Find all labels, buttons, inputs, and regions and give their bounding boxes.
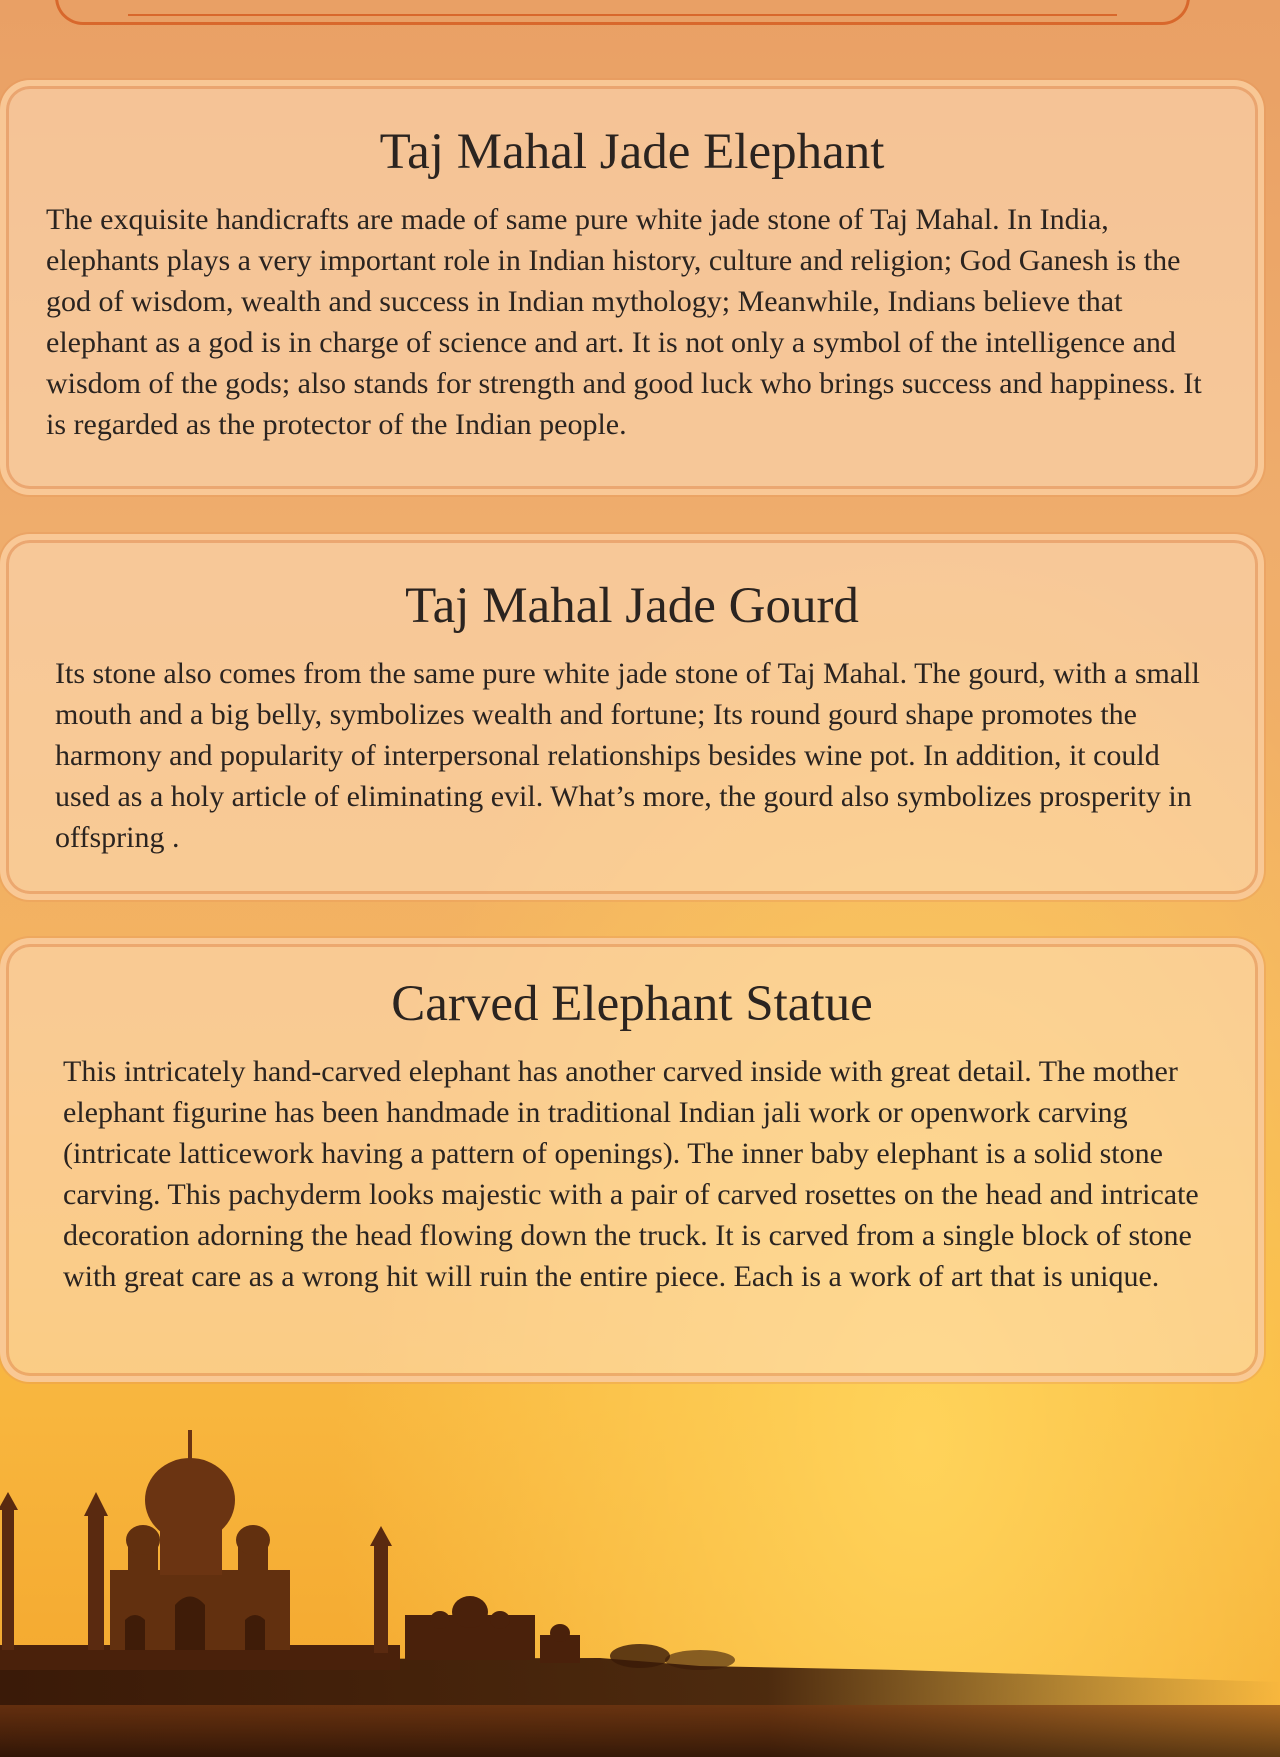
section-description: This intricately hand-carved elephant has another carved inside with great detail. The mother elephant figurine has been handmade in traditional Indian jali work or openwork carving (intricate latticework having a pattern of openings). The inner baby elephant is a solid stone carving. This pachyderm looks majestic with a pair of carved rosettes on the head and intricate decoration adorning the head flowing down the truck. It is carved from a single block of stone with great care as a wrong hit will ruin the entire piece. Each is a work of art that is unique. xyxy=(63,1055,1199,1294)
section-card-jade-gourd xyxy=(0,534,1264,900)
section-description: Its stone also comes from the same pure white jade stone of Taj Mahal. The gourd, with a small mouth and a big belly, symbolizes wealth and fortune; Its round gourd shape promotes the harmony and popularity of interpersonal relationships besides wine pot. In addition, it could used as a holy article of eliminating evil. What’s more, the gourd also symbolizes prosperity in offspring . xyxy=(55,657,1200,855)
section-title: Carved Elephant Statue xyxy=(391,976,873,1032)
taj-mahal-silhouette-image xyxy=(0,1420,1280,1757)
section-title: Taj Mahal Jade Gourd xyxy=(405,578,859,634)
section-title: Taj Mahal Jade Elephant xyxy=(379,124,885,180)
decorative-banner-frame xyxy=(55,0,1190,25)
section-card-jade-elephant xyxy=(0,80,1264,495)
section-description: The exquisite handicrafts are made of same pure white jade stone of Taj Mahal. In India, elephants plays a very important role in Indian history, culture and religion; God Ganesh is the god of wisdom, wealth and success in Indian mythology; Meanwhile, Indians believe that elephant as a god is in charge of science and art. It is not only a symbol of the intelligence and wisdom of the gods; also stands for strength and good luck who brings success and happiness. It is regarded as the protector of the Indian people. xyxy=(46,203,1202,442)
section-card-carved-elephant xyxy=(0,938,1264,1382)
